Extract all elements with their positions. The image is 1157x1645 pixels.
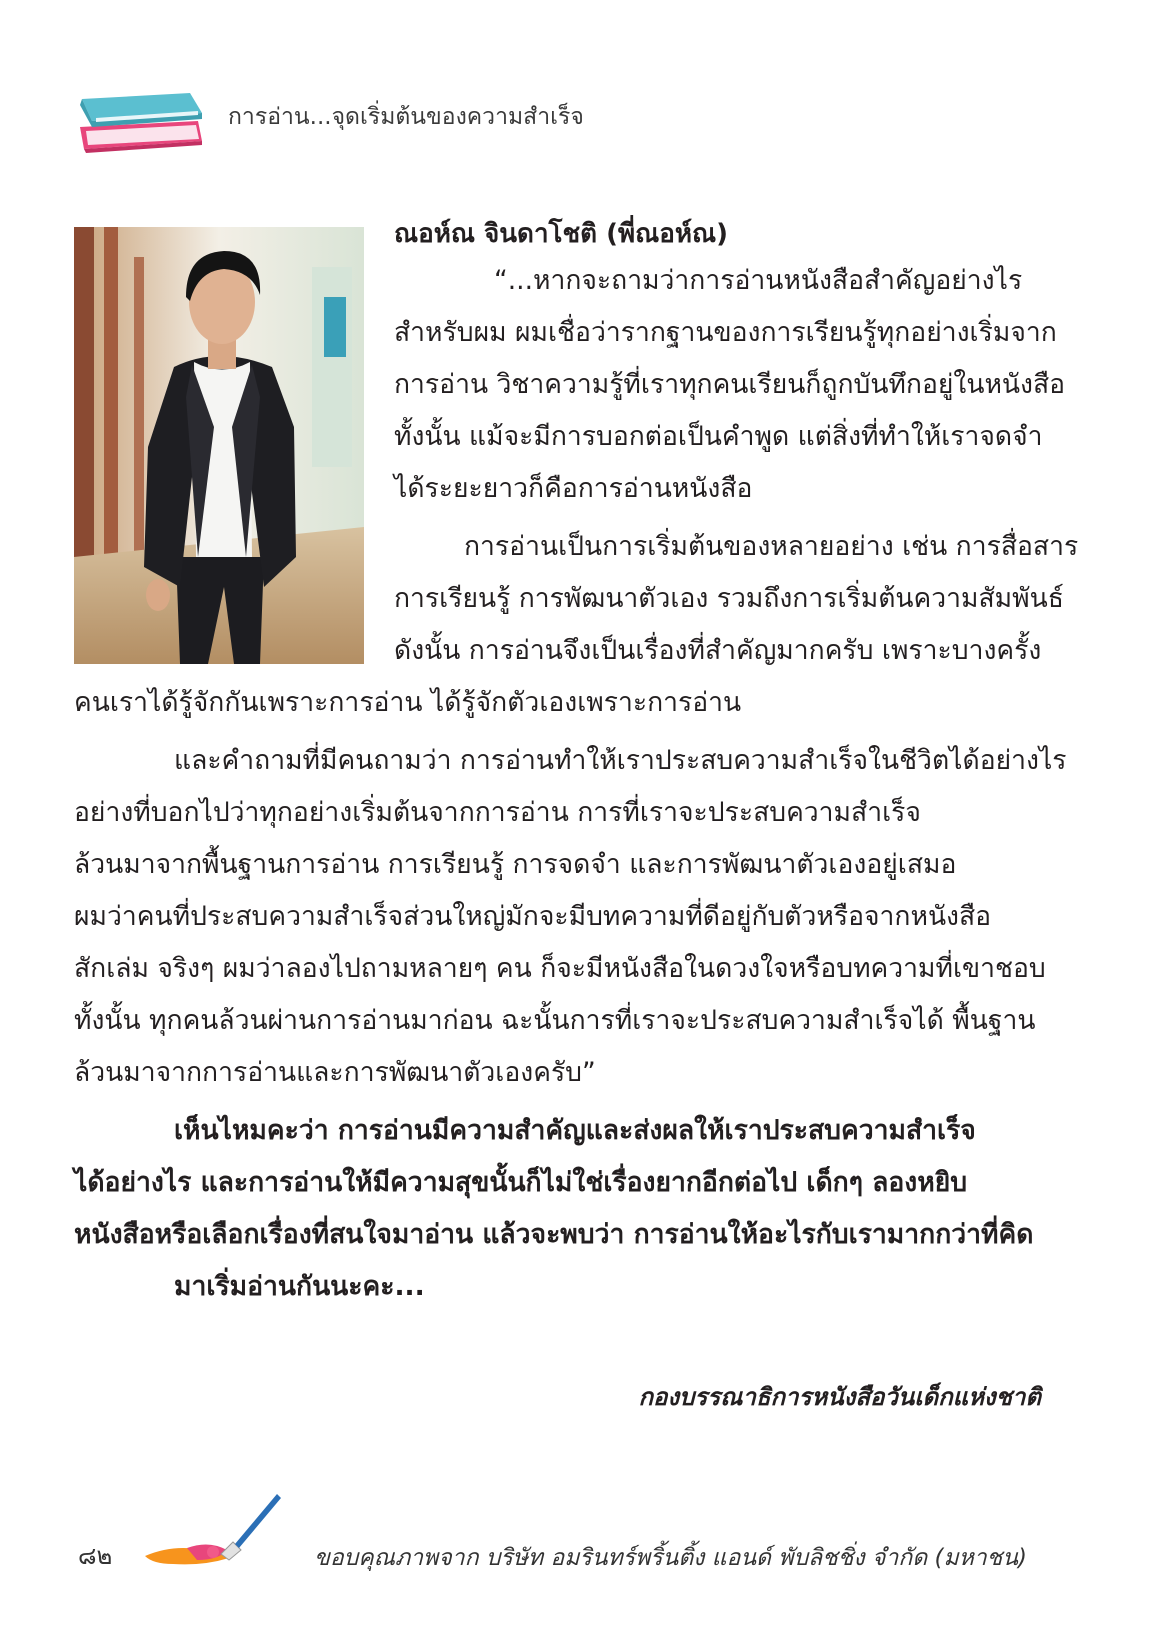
quote-line: สำหรับผม ผมเชื่อว่ารากฐานของการเรียนรู้ทุกอย่างเริ่มจาก xyxy=(394,317,1057,348)
editorial-signature: กองบรรณาธิการหนังสือวันเด็กแห่งชาติ xyxy=(638,1383,1041,1411)
portrait-photo xyxy=(74,227,364,664)
quote-line: ล้วนมาจากพื้นฐานการอ่าน การเรียนรู้ การจดจำ และการพัฒนาตัวเองอยู่เสมอ xyxy=(74,849,957,880)
quote-line: และคำถามที่มีคนถามว่า การอ่านทำให้เราประสบความสำเร็จในชีวิตได้อย่างไร xyxy=(174,745,1067,776)
quote-line: ผมว่าคนที่ประสบความสำเร็จส่วนใหญ่มักจะมีบทความที่ดีอยู่กับตัวหรือจากหนังสือ xyxy=(74,901,992,932)
quote-line: การอ่าน วิชาความรู้ที่เราทุกคนเรียนก็ถูกบันทึกอยู่ในหนังสือ xyxy=(394,369,1066,400)
paintbrush-icon xyxy=(143,1488,283,1568)
section-title: การอ่าน...จุดเริ่มต้นของความสำเร็จ xyxy=(228,104,584,130)
page-number: ๘๒ xyxy=(78,1542,113,1570)
photo-credit: ขอบคุณภาพจาก บริษัท อมรินทร์พริ้นติ้ง แอนด์ พับลิชชิ่ง จำกัด (มหาชน) xyxy=(314,1545,1027,1571)
closing-line: หนังสือหรือเลือกเรื่องที่สนใจมาอ่าน แล้วจะพบว่า การอ่านให้อะไรกับเรามากกว่าที่คิด xyxy=(74,1219,1034,1250)
closing-line: เห็นไหมคะว่า การอ่านมีความสำคัญและส่งผลให้เราประสบความสำเร็จ xyxy=(174,1115,976,1146)
page-header xyxy=(78,90,584,156)
quote-line: ทั้งนั้น แม้จะมีการบอกต่อเป็นคำพูด แต่สิ่งที่ทำให้เราจดจำ xyxy=(394,421,1043,452)
books-icon xyxy=(78,91,210,155)
quote-line: สักเล่ม จริงๆ ผมว่าลองไปถามหลายๆ คน ก็จะมีหนังสือในดวงใจหรือบทความที่เขาชอบ xyxy=(74,953,1046,984)
closing-line: มาเริ่มอ่านกันนะคะ... xyxy=(174,1271,425,1302)
quote-line: การเรียนรู้ การพัฒนาตัวเอง รวมถึงการเริ่มต้นความสัมพันธ์ xyxy=(394,583,1064,614)
quote-line: การอ่านเป็นการเริ่มต้นของหลายอย่าง เช่น การสื่อสาร xyxy=(464,531,1079,562)
quote-line: ล้วนมาจากการอ่านและการพัฒนาตัวเองครับ” xyxy=(74,1057,596,1088)
closing-line: ได้อย่างไร และการอ่านให้มีความสุขนั้นก็ไม่ใช่เรื่องยากอีกต่อไป เด็กๆ ลองหยิบ xyxy=(74,1167,968,1198)
quote-line: ทั้งนั้น ทุกคนล้วนผ่านการอ่านมาก่อน ฉะนั้นการที่เราจะประสบความสำเร็จได้ พื้นฐาน xyxy=(74,1005,1036,1036)
quote-line: “...หากจะถามว่าการอ่านหนังสือสำคัญอย่างไร xyxy=(494,265,1023,296)
quote-line: อย่างที่บอกไปว่าทุกอย่างเริ่มต้นจากการอ่าน การที่เราจะประสบความสำเร็จ xyxy=(74,797,921,828)
interviewee-name: ณอห์ณ จินดาโชติ (พี่ณอห์ณ) xyxy=(394,219,728,249)
quote-line: ได้ระยะยาวก็คือการอ่านหนังสือ xyxy=(394,473,753,504)
quote-line: คนเราได้รู้จักกันเพราะการอ่าน ได้รู้จักตัวเองเพราะการอ่าน xyxy=(74,687,742,718)
quote-line: ดังนั้น การอ่านจึงเป็นเรื่องที่สำคัญมากครับ เพราะบางครั้ง xyxy=(394,635,1042,666)
